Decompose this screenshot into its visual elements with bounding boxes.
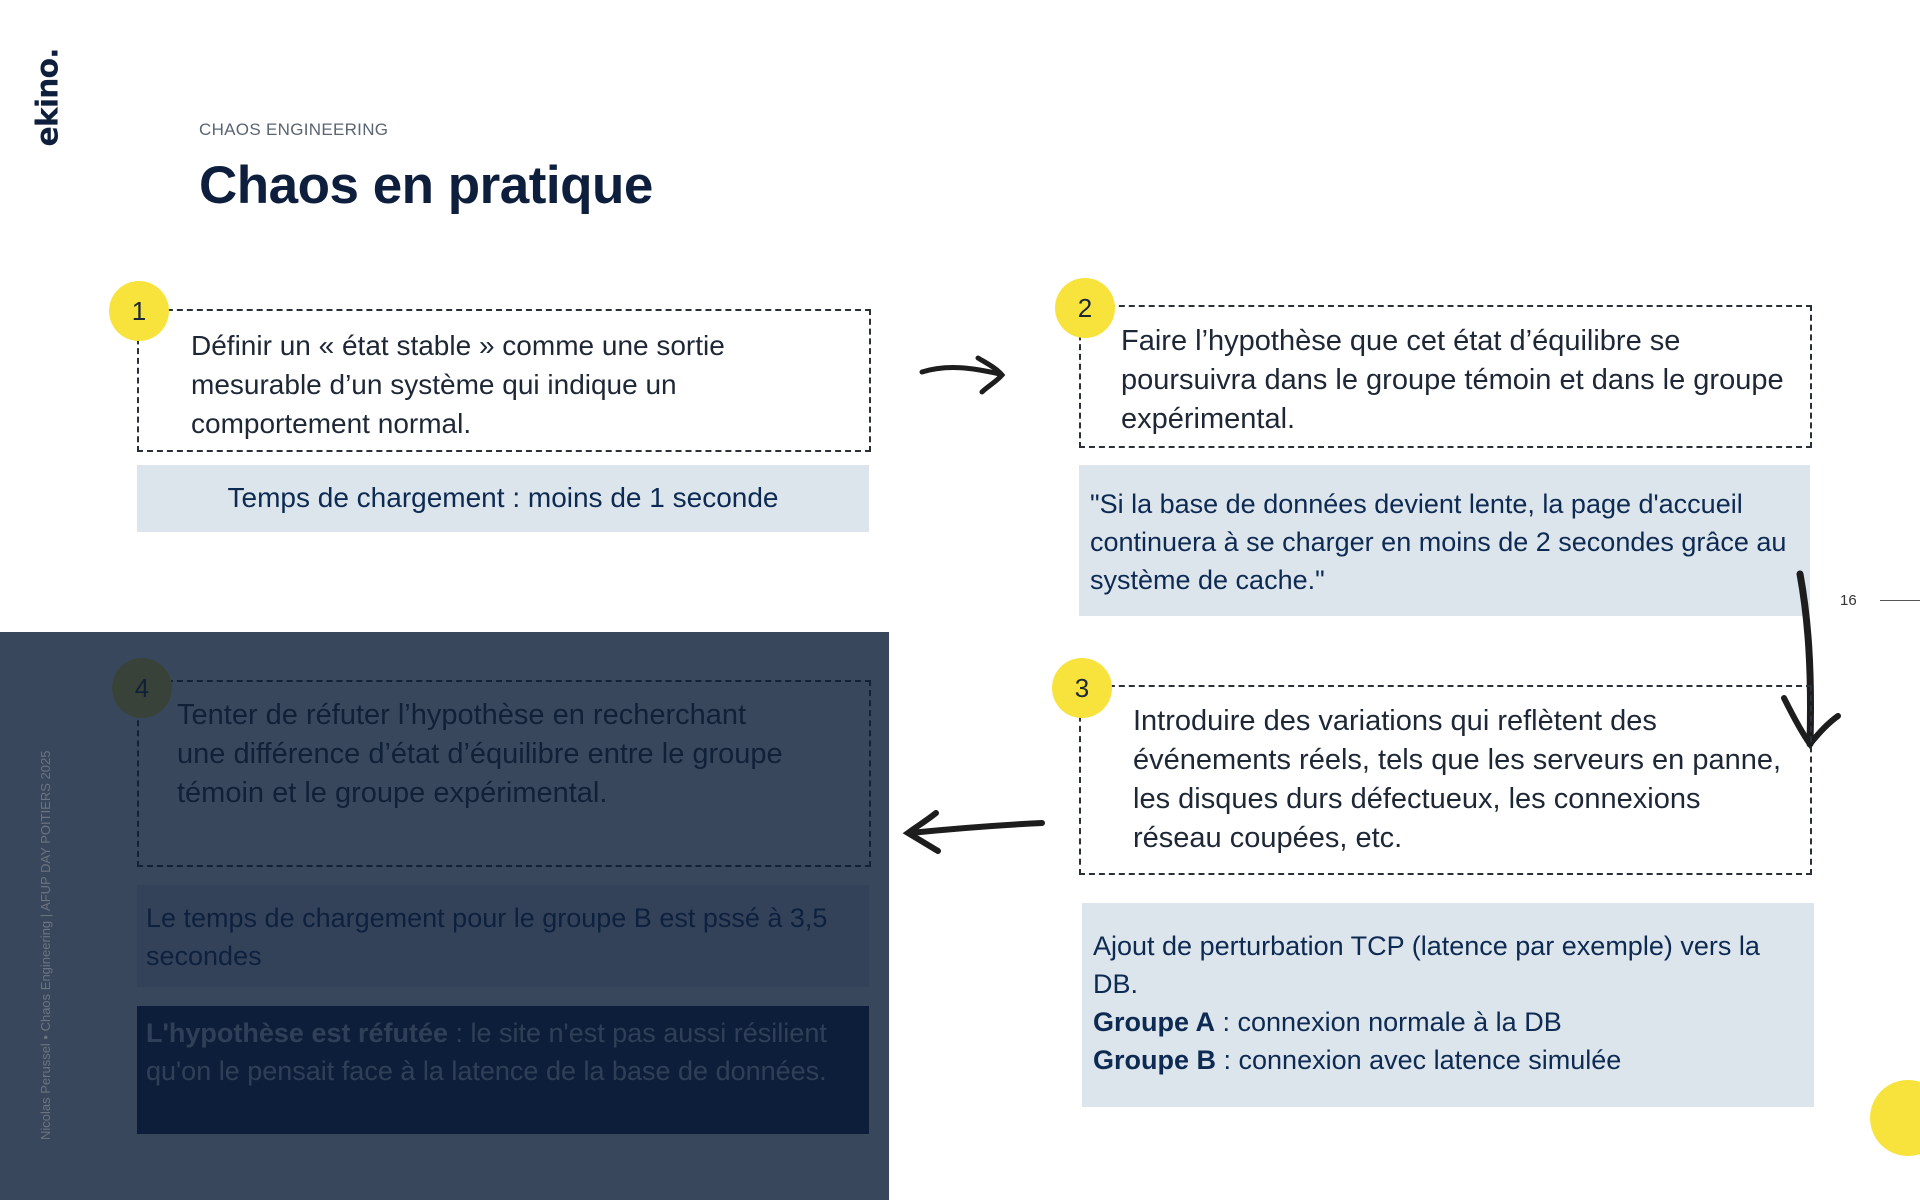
step-3-example [1082,903,1814,1107]
step-3-number-label: 3 [1074,672,1090,703]
step-1-example-text: Temps de chargement : moins de 1 seconde [227,482,779,513]
page-number-rule [1880,600,1920,601]
step-2-text: Faire l’hypothèse que cet état d’équilibre se poursuivra dans le groupe témoin et dans le groupe expérimental. [1121,325,1784,435]
step-1-number-label: 1 [131,295,147,326]
group-a-text: : connexion normale à la DB [1215,1007,1562,1037]
step-2-box [1079,305,1812,448]
step-1-example [137,465,869,532]
step-1-box [137,309,871,452]
page-number: 16 [1840,592,1857,609]
decorative-circle [1870,1080,1920,1156]
section-subtitle: CHAOS ENGINEERING [199,120,389,139]
step-1-text: Définir un « état stable » comme une sortie mesurable d’un système qui indique un comportement normal. [191,330,725,439]
footer-text: Nicolas Perussel • Chaos Engineering | AFUP DAY POITIERS 2025 [38,750,53,1140]
step-2-example-text: "Si la base de données devient lente, la page d'accueil continuera à se charger en moins de 2 secondes grâce au système de cache." [1090,489,1787,595]
step-3-group-b [1093,1041,1803,1079]
slide-title: Chaos en pratique [199,156,653,215]
step-3-group-a [1093,1003,1803,1041]
group-a-label: Groupe A [1093,1007,1216,1037]
logo-text: ekino. [30,48,66,147]
dim-overlay [0,632,889,1200]
arrow-right-icon [918,350,1008,396]
step-3-example-text [1093,927,1803,1079]
step-2-number [1055,278,1115,338]
ekino-logo [28,48,68,148]
group-b-label: Groupe B [1093,1045,1217,1075]
step-3-text: Introduire des variations qui reflètent des événements réels, tels que les serveurs en panne, les disques durs défectueux, les connexions réseau coupées, etc. [1133,705,1782,854]
step-3-example-line1: Ajout de perturbation TCP (latence par exemple) vers la DB. [1093,931,1760,999]
step-3-number [1052,658,1112,718]
group-b-text: : connexion avec latence simulée [1216,1045,1622,1075]
step-1-number [109,281,169,341]
step-2-example [1079,465,1810,616]
step-2-number-label: 2 [1077,292,1093,323]
step-3-box [1079,685,1812,875]
arrow-left-icon [900,805,1048,855]
